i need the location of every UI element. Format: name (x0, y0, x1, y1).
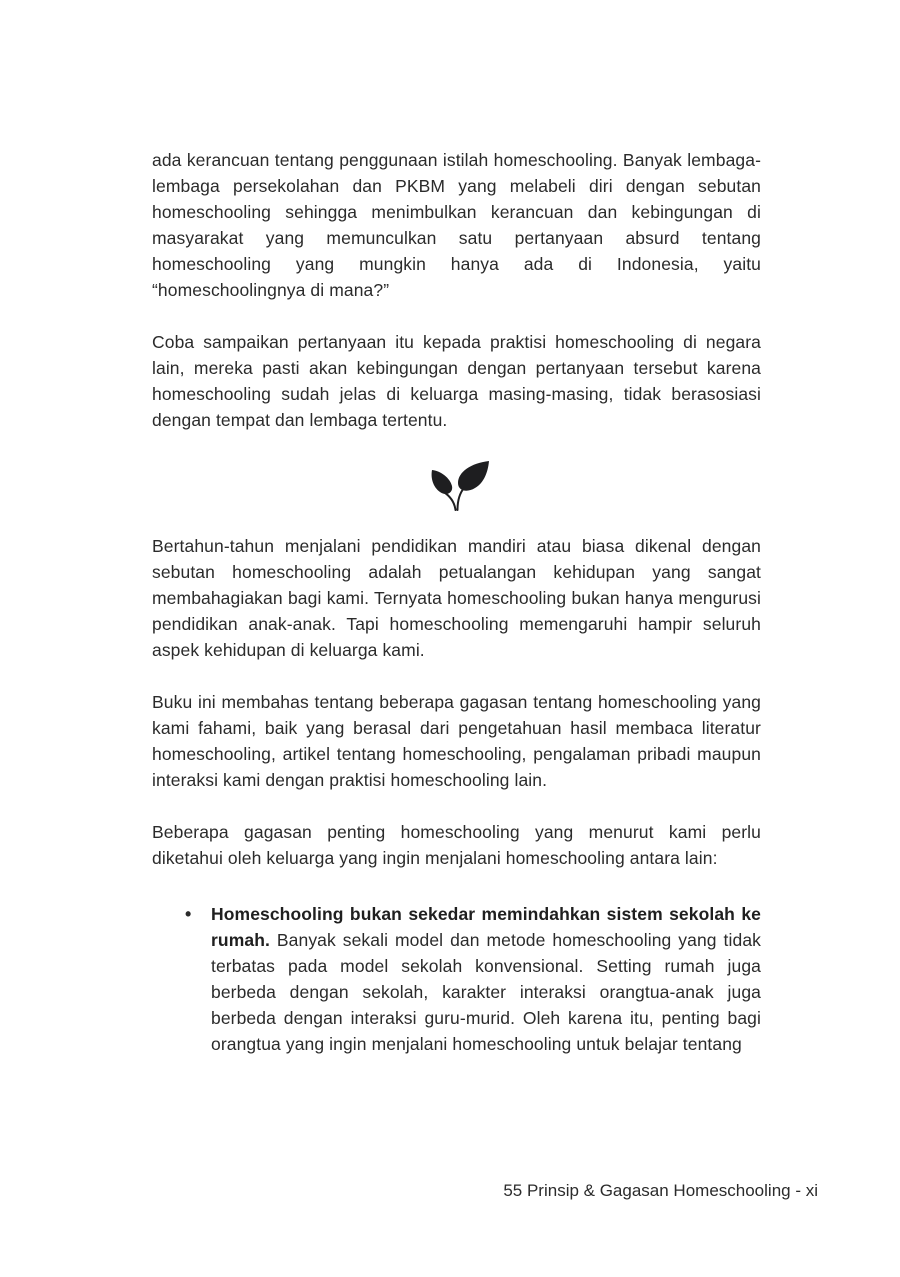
paragraph: Buku ini membahas tentang beberapa gagasan tentang homeschooling yang kami fahami, baik yang berasal dari pengetahuan hasil membaca literatur homeschooling, artikel tentang homeschooling, pengalaman pribadi maupun interaksi kami dengan praktisi homeschooling lain. (152, 692, 761, 790)
paragraph: Beberapa gagasan penting homeschooling yang menurut kami perlu diketahui oleh keluarga yang ingin menjalani homeschooling antara lain: (152, 822, 761, 868)
list-item (152, 901, 761, 1057)
page-footer: 55 Prinsip & Gagasan Homeschooling - xi (503, 1181, 818, 1200)
page-content (152, 147, 761, 1057)
paragraph-continuation: ada kerancuan tentang penggunaan istilah homeschooling. Banyak lembaga-lembaga persekolahan dan PKBM yang melabeli diri dengan sebutan homeschooling sehingga menimbulkan kerancuan dan kebingungan di masyarakat yang memunculkan satu pertanyaan absurd tentang homeschooling yang mungkin hanya ada di Indonesia, yaitu “homeschoolingnya di mana?” (152, 150, 761, 300)
leaf-sprout-icon (422, 459, 492, 511)
idea-list (152, 901, 761, 1057)
bullet-marker: • (185, 904, 192, 924)
paragraph: Bertahun-tahun menjalani pendidikan mandiri atau biasa dikenal dengan sebutan homeschooling adalah petualangan kehidupan yang sangat membahagiakan bagi kami. Ternyata homeschooling bukan hanya mengurusi pendidikan anak-anak. Tapi homeschooling memengaruhi hampir seluruh aspek kehidupan di keluarga kami. (152, 536, 761, 660)
list-item-body: Banyak sekali model dan metode homeschooling yang tidak terbatas pada model sekolah konvensional. Setting rumah juga berbeda dengan sekolah, karakter interaksi orangtua-anak juga berbeda dengan interaksi guru-murid. Oleh karena itu, penting bagi orangtua yang ingin menjalani homeschooling untuk belajar tentang (211, 930, 761, 1054)
paragraph: Coba sampaikan pertanyaan itu kepada praktisi homeschooling di negara lain, mereka pasti akan kebingungan dengan pertanyaan tersebut karena homeschooling sudah jelas di keluarga masing-masing, tidak berasosiasi dengan tempat dan lembaga tertentu. (152, 332, 761, 430)
section-divider (152, 459, 761, 511)
list-item-lead: Homeschooling bukan sekedar memindahkan sistem sekolah ke rumah. (211, 904, 761, 950)
